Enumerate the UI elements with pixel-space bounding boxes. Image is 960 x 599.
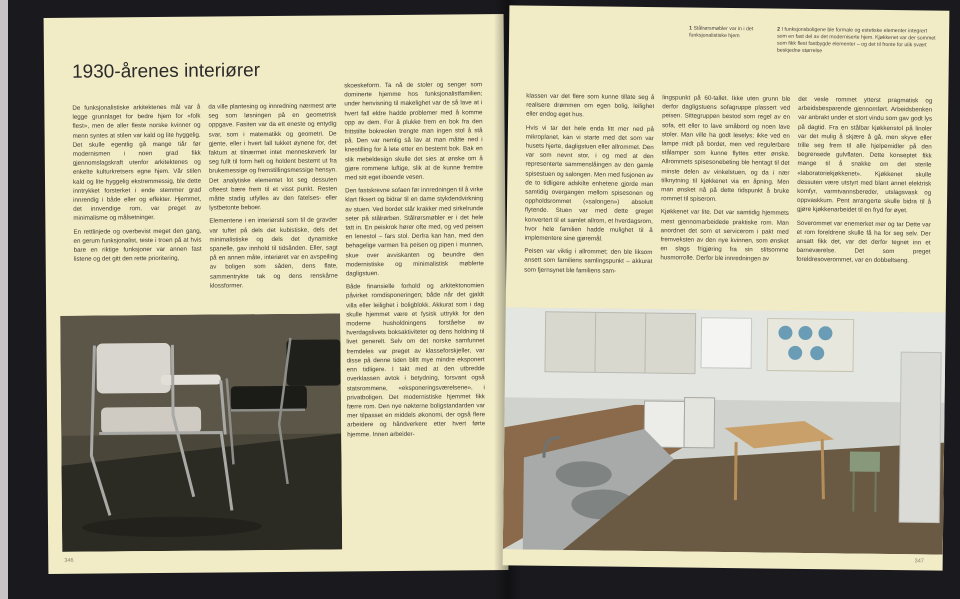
left-page bbox=[44, 14, 509, 574]
paragraph: da ville plantesing og innredning nærmest arte seg som løsningen på en geometrisk oppgave. Fasiten var da ett eneste og entydig svar, som i matematikk og geometri. De gjente, eller i hvert fall tukket øynene for, det faktum at tilnærmet intet menneskeverk lar seg fullt til form helt og holdent bestemt ut fra brukemessige og fremstillingsmessige hensyn. Det analytiske elementet lot seg dessuten ofteest bære frem til et visst punkt. Resten måtte stadig utfylles av den fatelses- eller lystbetonte beboer. bbox=[208, 102, 338, 212]
chapter-title: 1930-årenes interiører bbox=[71, 60, 261, 83]
text-column-1 bbox=[72, 103, 202, 314]
paragraph: Både finansielle forhold og arkitektonomien påvirket romdisponeringen; både når det gjaldt villa eller leilighet i boligblokk. Akkurat som i dag skulle hjemmet være et fysisk uttrykk for den moderne husholdningens forståelse av hverdagslivets boksaktiviteter og dens holdning til livet generelt. Selv om det norske samfunnet fremdeles var preget av klasseforskjeller, var disse på denne tiden blitt mye mindre eksponert enn tidligere. I takt med at den utbredde overklassen avtok i betydning, forsvant også statsrommene, «eksponeringsværelsene», i privatboligen. Det modernistiske hjemmet fikk færre rom. Den nye nøkterne boligstandarden var mer tilpasset en middels økonomi, der også flere arbeidere og håndverkere etter hvert førte hjemme. Innen arbeider- bbox=[345, 282, 486, 438]
photo-kitchen bbox=[503, 307, 946, 554]
paragraph: Soverommet var enemerket mer og tar Dette var et rom foreldrene skulle få ha for seg selv. Der ansatt fikk det, var det derfor tegnet inn et barneværelse. Det som preget foreldresoverommet, var en dobbeltseng. bbox=[796, 219, 931, 265]
text-column-1 bbox=[524, 92, 655, 306]
open-book bbox=[8, 0, 960, 599]
paragraph: En rettlinjede og overbevist meget den gang, en gerum funksjonalist, teste i troen på at hvis bare en riktige funksjoner var annen fast listene og det gitt den rette prioritering, bbox=[73, 227, 202, 264]
footnote-text: I funksjonsboligene ble formale og estetiske elementer integrert som en fast del av det moderniserte hjem. Kjøkkenet var der sommet som fikk flest fastbygde elementer – og det til fronte for ulik svært beskjedne størrelse bbox=[776, 26, 936, 55]
paragraph: skoeskeform. Ta nå de stoler og senger som dominerte hjemme hos funksjonalistfamilien; under henvisning til makelighet var de så lave at i hvert fall eldre hadde problemer med å komme opp av dem. For å plukke frem en bok fra den frittstilte bokreolen trengte man ingen stol å stå på. Den var nemlig så lav at man måtte ned i knestilling for å lete etter en bestemt bok. Bak en slik mebeldesign skulle det sies at ønske om å gjøre rommene luftige, slik at de kunne fremtre med sitt eget iboende vesen. bbox=[344, 81, 483, 182]
footnote-1 bbox=[689, 26, 761, 41]
photo-steel-chairs bbox=[60, 313, 342, 551]
footnote-2 bbox=[777, 27, 937, 57]
page-number: 346 bbox=[64, 557, 74, 564]
paragraph: Peisen var viktig i allrommet; den ble liksom ansett som familiens samlingspunkt – akkurat som fjernsynet ble familiens sam- bbox=[524, 247, 653, 275]
text-column-2 bbox=[660, 93, 791, 307]
footnote-number: 2 bbox=[777, 26, 781, 33]
footnote-text: Stålrørsmøbler var in i det funksjonalistiske hjem bbox=[689, 25, 754, 40]
right-page bbox=[503, 5, 950, 570]
paragraph: lingspunkt på 60-tallet. Ikke uten grunn ble derfor dagligstuens sofagruppe plassert ved peisen. Sittegruppen bestod som regel av en sofa, ett eller to lave småbord og noen lave stoler. Man ville ha godt leselys; ikke ved en lampe midt på bordet, men ved regulerbare stålamper som kunne flyttes etter ønske. Allrommets spisesonebeting ble hentagt til det minste delen av vinkelstuen, og da i nær tilknytning til kjøkkenet via en åpning. Men man ønsket nå på dette tidspunkt å bruke rommet til spiserom. bbox=[661, 94, 791, 204]
paragraph: Elementene i en interiørstil som til de gravder var tuftet på dels det kubistiske, dels det minimalistiske og dels det dynamiske spanelle, gav innhold til tidsånden. Eller, sagt på en annen måte, interiøret var en avspeiling av boligen som såden, dens flate, sammentrykte tak og dens renskårne klossformer. bbox=[209, 216, 338, 290]
text-column-3 bbox=[796, 95, 933, 309]
paragraph: De funksjonalistiske arkitektenes mål var å legge grunnlaget for bedre hjem for «folk flest», men de aller fleste norske kvinner og menn syntes at stilen var kald og lite hyggelig. Det skulle egentlig gå mange tiår før modernismen i noen grad fikk gjennomslagskraft utenfor arkitektenes og enkelte kulturkretsers egne hjem. Vår stilen kald og lite hyggelig ekstremmessig, ble dette inntrykket forsterket i ende stemmer grad innrendig i både eller og effekter. Hjemmet, det innvendige rom, var preget av minimalisme og målsetninger. bbox=[72, 103, 202, 223]
page-number: 347 bbox=[914, 558, 924, 565]
paragraph: det vesle rommet ytterst pragmatisk og arbeidsbesparende gjennomført. Arbeidsbenken var anbrakt under et stort vindu som gav godt lys på dagtid. Fra en stålbar kjøkkenstol på linoler var det mulig å skjære å gå, men skyve eller trille seg frem til alle hjelpemidler på den begrensede gulvflaten. Dette konseptet fikk mange til å snakke om det sterile «laboratoriekjøkkenet». Kjøkkenet skulle dessuten være utstyrt med blant annet elektrisk komfyr, varmtvannsbereder, utslagsvask og oppvaskkum. Pent arrangerte skulle bidra til å gjøre kjøkkenarbeidet til en fryd for øyet. bbox=[796, 95, 933, 215]
text-column-3 bbox=[344, 80, 486, 549]
paragraph: Hvis vi tar det hele enda litt mer ned på mikroplanet, kan vi starte med det som var husets hjerte, dagligstuen eller allrommet. Den var som nevnt stor, i og med at den representerte sammenslåingen av den gamle spisestuen og salongen. Men med fusjonen av de to tidligere adskilte enhetene gjorde man samtidig overgangen mellom spisesonen og oppholdsrommet («salongen») absolutt flytende. Stuen var med dette greget konvertert til et samlet allrom, et hverdagsrom, hvor hele familien hadde mulighet til å implementere sine gjøremål. bbox=[524, 124, 654, 243]
paragraph: klassen var det flere som kunne tillate seg å realisere drømmen om egen bolig, leilighet eller endog eget hus. bbox=[526, 92, 655, 119]
footnote-number: 1 bbox=[689, 25, 693, 32]
paragraph: Kjøkkenet var lite. Det var samtidig hjemmets mest gjennomarbeidede praktiske rom. Man anordnet det som et servicerom i pakt med fremveksten av den nye kvinnen, som ønsket en slags frigjøring fra sin slitsomme husmorrolle. Derfor ble innredningen av bbox=[660, 208, 789, 263]
paragraph: Den fastskrevne sofaen før innredningen til å virke klart fiksert og bidrar til en dame stykdendvirkning av stuen. Ved bordet står krakker med sirkelrunde seter på stålrørben. Stålrørsmøbler er i det hele tatt in. En peiskrok hører ofte med, og ved peisen en lenestol – fars stol. Derfra kan han, med den behagelige varmen fra peisen og pipen i munnen, skue over avviskanten og beundre den modernistiske og minimalistisk møblerte dagligstuen. bbox=[345, 186, 484, 278]
text-column-2 bbox=[208, 101, 338, 312]
